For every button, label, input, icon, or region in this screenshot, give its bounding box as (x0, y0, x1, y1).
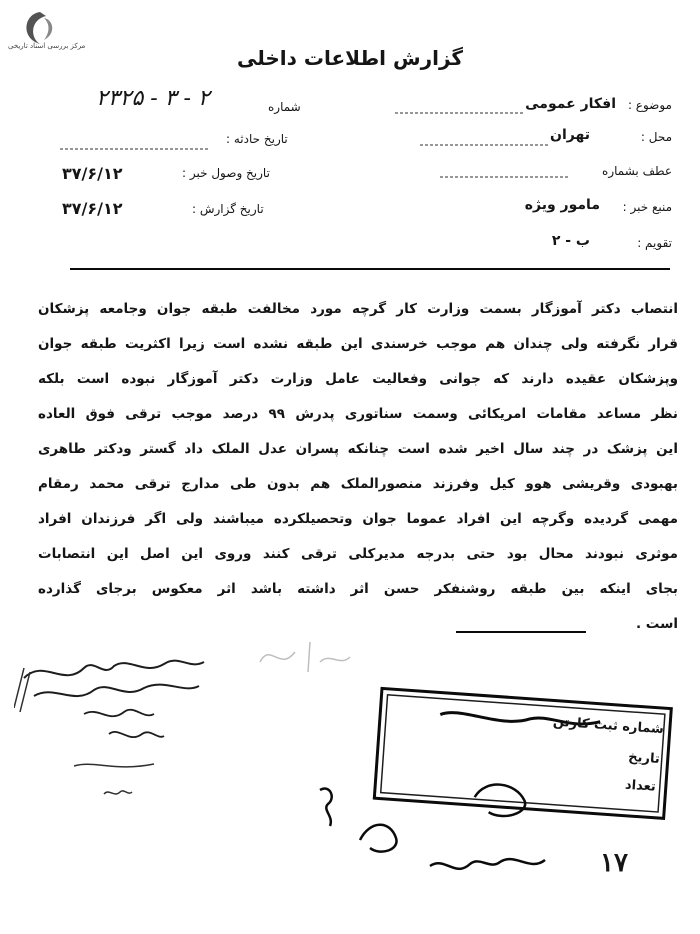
followup-underline (440, 174, 570, 180)
header-divider (70, 268, 670, 270)
news-received-label: تاریخ وصول خبر : (182, 166, 270, 180)
archive-number: ۱۷ (600, 848, 628, 878)
stamp-line3: تعداد (624, 777, 657, 795)
stamp-line1: شماره ثبت کارتن (552, 714, 665, 738)
body-line: انتصاب دکتر آموزگار بسمت وزارت کار گرچه مورد مخالفت طبقه جوان وجامعه پزشکان (38, 301, 678, 317)
body-line: مهمی گردیده وگرچه این افراد عموما جوان وتحصیلکرده میباشند ولی اگر فرزندان افراد (38, 511, 678, 527)
watermark-text: مرکز بررسی اسناد تاریخی (8, 42, 86, 50)
body-line: نظر مساعد مقامات امریکائی وسمت سناتوری پدرش ۹۹ درصد موجب ترقی فوق العاده (38, 406, 678, 422)
number-value: ۲۳۲۵ - ۳ - ۲ (96, 86, 210, 111)
report-date-label: تاریخ گزارش : (192, 202, 264, 216)
faint-pencil-marks (250, 632, 360, 682)
handwritten-mark-center (300, 780, 420, 860)
subject-label: موضوع : (627, 98, 672, 112)
body-line: موثری نبودند محال بود حتی بدرجه مدیرکلی ترقی کنند وروی این اصل این انتصابات (38, 546, 678, 562)
incident-date-label: تاریخ حادثه : (226, 132, 288, 146)
body-line: بهبودی وقریشی هوو کیل وفرزند منصورالملک هم بدون طی مدارج ترقی محمد رمقام (38, 476, 678, 492)
source-value: مامور ویژه (524, 197, 600, 213)
news-received-value: ۳۷/۶/۱۲ (62, 164, 123, 183)
page-title: گزارش اطلاعات داخلی (236, 46, 464, 70)
handwritten-signature-left (14, 648, 234, 818)
subject-underline (395, 110, 525, 116)
body-line: قرار نگرفته ولی چندان هم موجب خرسندی این طبقه نشده است زیرا اکثریت طبقه جوان (38, 336, 678, 352)
incident-date-underline (60, 146, 210, 152)
place-label: محل : (640, 130, 672, 144)
stamp-line2: تاریخ (627, 749, 661, 767)
place-value: تهران (550, 127, 590, 143)
closing-underline (456, 628, 586, 636)
body-line: بجای اینکه بین طبقه روشنفکر حسن اثر داشته باشد اثر معکوس برجای گذارده (38, 581, 678, 597)
followup-label: عطف بشماره (602, 164, 672, 178)
number-label: شماره (268, 100, 301, 114)
place-underline (420, 142, 550, 148)
source-label: منبع خبر : (622, 200, 672, 214)
evaluation-label: تقویم : (637, 236, 672, 250)
body-line: وپزشکان عقیده دارند که جوانی وفعالیت عامل وزارت دکتر آموزگار نبوده است بلکه (38, 371, 678, 387)
evaluation-value: ب - ۲ (551, 233, 590, 249)
body-line: این پزشک در چند سال اخیر شده است چنانکه پسران عدل الملک داد گستر ودکتر طاهری (38, 441, 678, 457)
report-date-value: ۳۷/۶/۱۲ (62, 199, 123, 218)
body-line: است . (635, 616, 678, 632)
handwritten-signature-bottom (420, 836, 590, 886)
subject-value: افکار عمومی (525, 96, 616, 112)
report-body (38, 292, 678, 642)
